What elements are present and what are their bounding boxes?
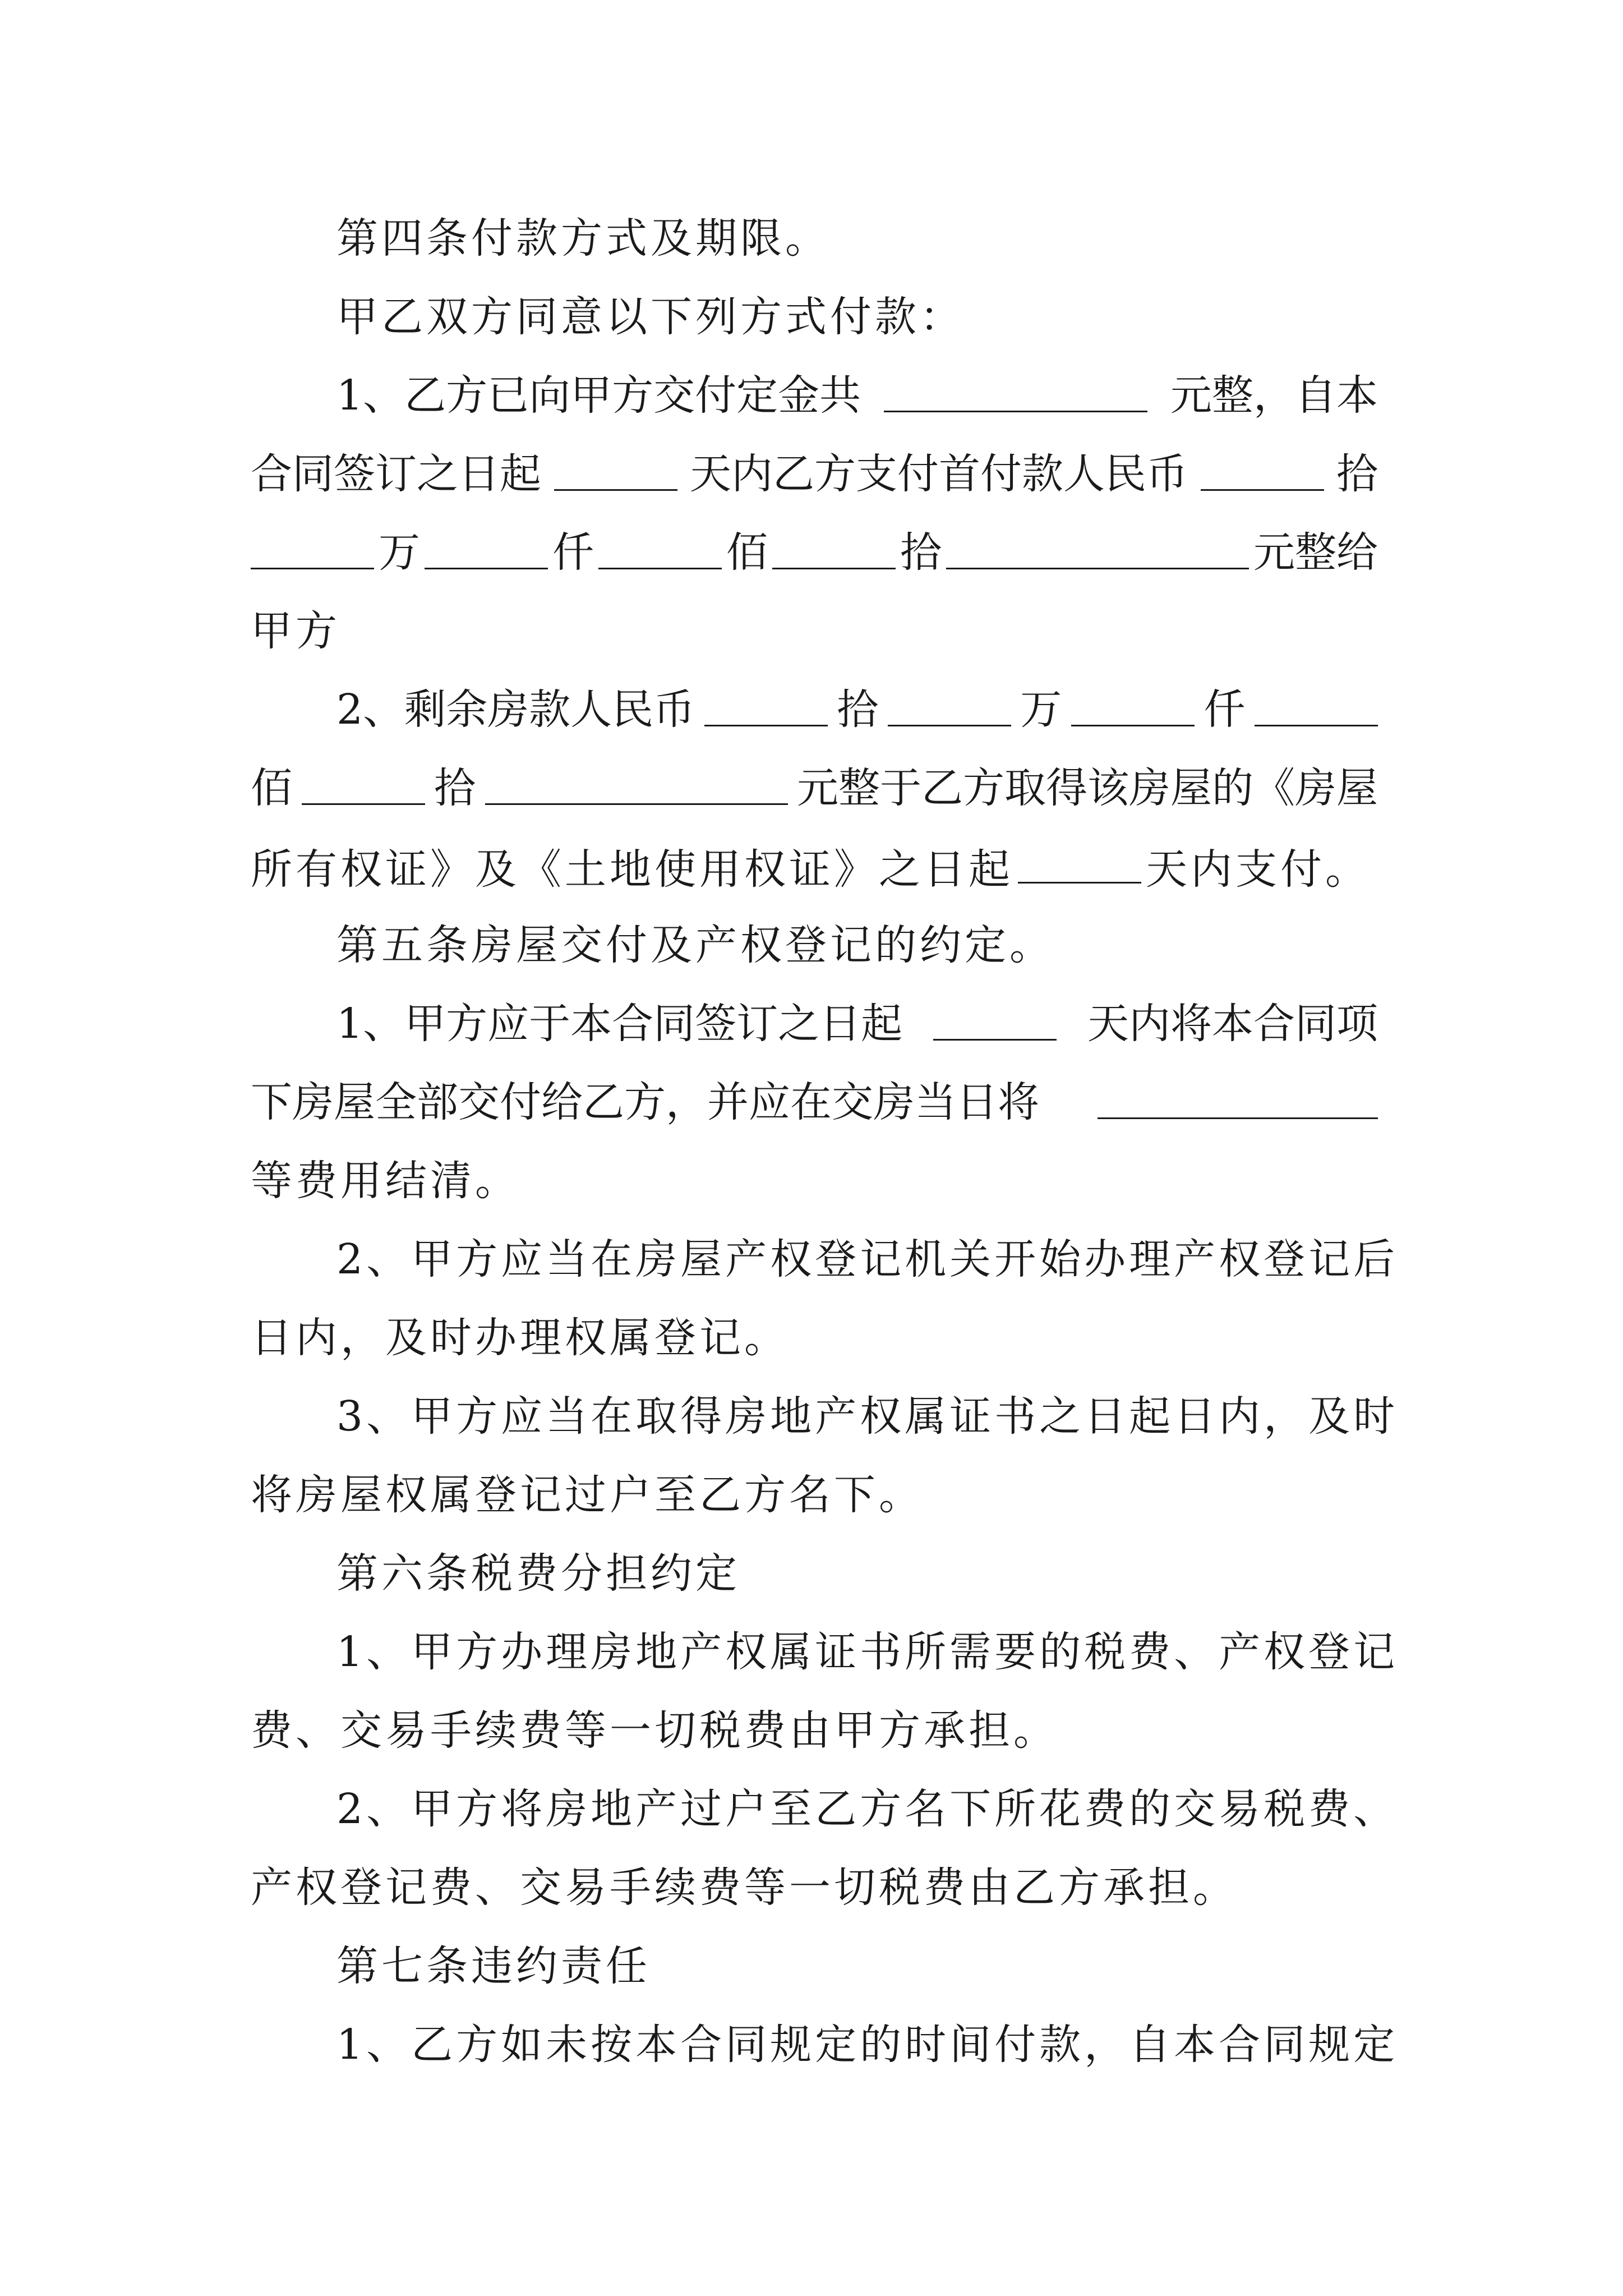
article-4-item-2-line-3: 所有权证》及《土地使用权证》之日起 天内支付。 xyxy=(251,845,1370,894)
article-7-title: 第七条违约责任 xyxy=(336,1942,651,1990)
blank-field xyxy=(425,532,548,569)
article-4-item-2-line-2: 佰 拾 元整于乙方取得该房屋的《房屋 xyxy=(251,764,1378,812)
blank-field xyxy=(1098,1082,1378,1119)
blank-field xyxy=(704,689,828,726)
article-5-item-3-line-1: 3、甲方应当在取得房地产权属证书之日起日内，及时 xyxy=(336,1392,1399,1441)
blank-field xyxy=(933,1003,1057,1041)
blank-field xyxy=(1255,689,1378,726)
blank-field xyxy=(251,532,374,569)
blank-field xyxy=(1071,689,1195,726)
blank-field xyxy=(772,532,896,569)
blank-field xyxy=(888,689,1011,726)
blank-field xyxy=(554,453,677,491)
blank-field xyxy=(302,767,425,805)
article-6-title: 第六条税费分担约定 xyxy=(336,1549,740,1598)
article-6-item-1-line-1: 1、甲方办理房地产权属证书所需要的税费、产权登记 xyxy=(336,1628,1399,1676)
article-4-intro: 甲乙双方同意以下列方式付款： xyxy=(336,293,965,341)
article-4-item-1-line-3: 万 仟 佰 拾 元整给 xyxy=(251,532,1378,577)
article-4-item-1-line-1: 1、乙方已向甲方交付定金共 元整，自本 xyxy=(336,371,1378,420)
article-4-item-1-line-4: 甲方 xyxy=(251,607,340,655)
article-5-item-3-line-2: 将房屋权属登记过户至乙方名下。 xyxy=(251,1471,924,1519)
blank-field xyxy=(485,767,788,805)
article-5-item-1-line-2: 下房屋全部交付给乙方，并应在交房当日将 xyxy=(251,1082,1378,1126)
article-5-item-2-line-2: 日内，及时办理权属登记。 xyxy=(251,1314,789,1362)
blank-field xyxy=(1201,453,1324,491)
article-6-item-1-line-2: 费、交易手续费等一切税费由甲方承担。 xyxy=(251,1706,1058,1755)
blank-field xyxy=(884,375,1147,412)
article-5-item-2-line-1: 2、甲方应当在房屋产权登记机关开始办理产权登记后 xyxy=(336,1235,1399,1283)
blank-field xyxy=(946,532,1249,569)
article-6-item-2-line-2: 产权登记费、交易手续费等一切税费由乙方承担。 xyxy=(251,1864,1238,1912)
article-5-title: 第五条房屋交付及产权登记的约定。 xyxy=(336,921,1054,969)
article-4-title: 第四条付款方式及期限。 xyxy=(336,214,830,263)
blank-field xyxy=(598,532,722,569)
article-7-item-1-line-1: 1、乙方如未按本合同规定的时间付款，自本合同规定 xyxy=(336,2021,1399,2069)
article-4-item-1-line-2: 合同签订之日起 天内乙方支付首付款人民币 拾 xyxy=(251,450,1378,498)
article-6-item-2-line-1: 2、甲方将房地产过户至乙方名下所花费的交易税费、 xyxy=(336,1785,1399,1833)
article-5-item-1-line-1: 1、甲方应于本合同签订之日起 天内将本合同项 xyxy=(336,1000,1378,1048)
blank-field xyxy=(1018,846,1141,884)
article-4-item-2-line-1: 2、剩余房款人民币 拾 万 仟 xyxy=(336,689,1378,734)
article-5-item-1-line-3: 等费用结清。 xyxy=(251,1157,520,1205)
